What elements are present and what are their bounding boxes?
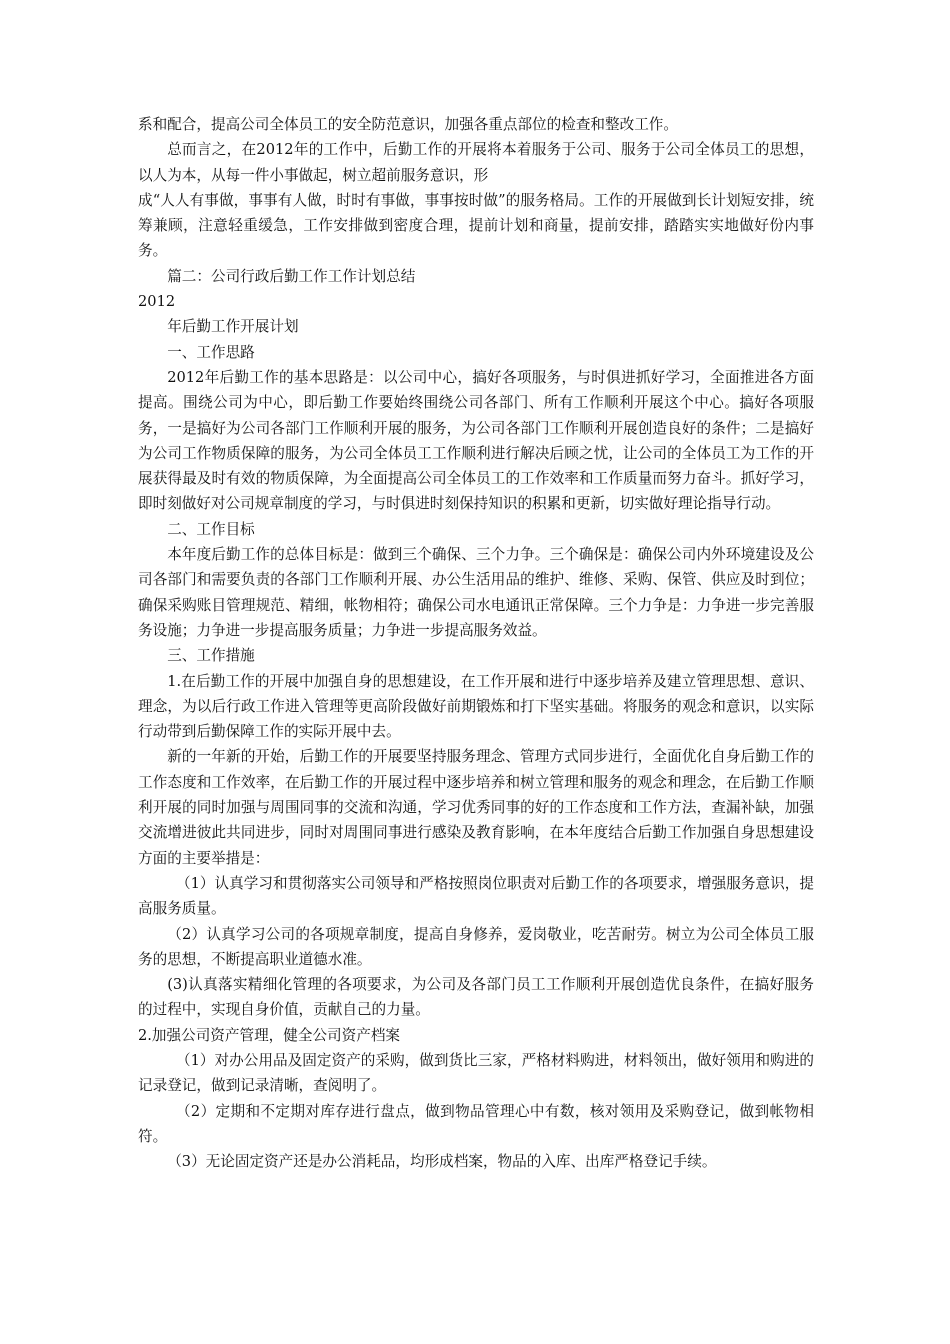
heading-work-goals: 二、工作目标 [167, 520, 255, 538]
list-item-1: （1）认真学习和贯彻落实公司领导和严格按照岗位职责对后勤工作的各项要求，增强服务意识，提高服务质量。 [138, 874, 814, 918]
asset-list-item-1: （1）对办公用品及固定资产的采购，做到货比三家，严格材料购进，材料领出，做好领用和购进的记录登记，做到记录清晰，查阅明了。 [138, 1051, 814, 1095]
asset-list-item-2: （2）定期和不定期对库存进行盘点，做到物品管理心中有数，核对领用及采购登记，做到帐物相符。 [138, 1102, 814, 1145]
paragraph-work-goals: 本年度后勤工作的总体目标是：做到三个确保、三个力争。三个确保是：确保公司内外环境建设及公司各部门和需要负责的各部门工作顺利开展、办公生活用品的维护、维修、采购、保管、供应及时到位；确保采购账目管理规范、精细，帐物相符；确保公司水电通讯正常保障。三个力争是：力争进一步完善服务设施；力争进一步提高服务质量；力争进一步提高服务效益。 [138, 546, 814, 639]
list-item-3: (3)认真落实精细化管理的各项要求，为公司及各部门员工工作顺利开展创造优良条件，在搞好服务的过程中，实现自身价值，贡献自己的力量。 [138, 976, 814, 1019]
year-label: 2012 [138, 293, 176, 311]
heading-work-approach: 一、工作思路 [167, 343, 255, 361]
heading-work-measures: 三、工作措施 [167, 647, 255, 665]
plan-title: 年后勤工作开展计划 [167, 318, 299, 336]
paragraph-summary-continued: 成“人人有事做，事事有人做，时时有事做，事事按时做”的服务格局。工作的开展做到长计划短安排，统筹兼顾，注意轻重缓急，工作安排做到密度合理，提前计划和商量，提前安排，踏踏实实地做好份内事务。 [138, 191, 814, 260]
paragraph-continuation: 系和配合，提高公司全体员工的安全防范意识，加强各重点部位的检查和整改工作。 [138, 116, 678, 133]
document-body [138, 112, 814, 1174]
paragraph-measure-1: 1.在后勤工作的开展中加强自身的思想建设，在工作开展和进行中逐步培养及建立管理思想、意识、理念，为以后行政工作进入管理等更高阶段做好前期锻炼和打下坚实基础。将服务的观念和意识，以实际行动带到后勤保障工作的实际开展中去。 [138, 672, 814, 741]
heading-asset-management: 2.加强公司资产管理，健全公司资产档案 [138, 1026, 401, 1044]
asset-list-item-3: （3）无论固定资产还是办公消耗品，均形成档案，物品的入库、出库严格登记手续。 [167, 1153, 717, 1171]
paragraph-work-approach: 2012年后勤工作的基本思路是：以公司中心，搞好各项服务，与时俱进抓好学习，全面推进各方面提高。围绕公司为中心，即后勤工作要始终围绕公司各部门、所有工作顺利开展这个中心。搞好各项服务，一是搞好为公司各部门工作顺利开展的服务，为公司各部门工作顺利开展创造良好的条件；二是搞好为公司工作物质保障的服务，为公司全体员工工作顺利进行解决后顾之忧，让公司的全体员工为工作的开展获得最及时有效的物质保障，为全面提高公司全体员工的工作效率和工作质量而努力奋斗。抓好学习，即时刻做好对公司规章制度的学习，与时俱进时刻保持知识的积累和更新，切实做好理论指导行动。 [138, 368, 814, 513]
paragraph-summary: 总而言之，在2012年的工作中，后勤工作的开展将本着服务于公司、服务于公司全体员工的思想，以人为本，从每一件小事做起，树立超前服务意识，形 [138, 141, 814, 184]
list-item-2: （2）认真学习公司的各项规章制度，提高自身修养，爱岗敬业，吃苦耐劳。树立为公司全体员工服务的思想，不断提高职业道德水准。 [138, 925, 814, 968]
paragraph-new-year: 新的一年新的开始，后勤工作的开展要坚持服务理念、管理方式同步进行，全面优化自身后勤工作的工作态度和工作效率，在后勤工作的开展过程中逐步培养和树立管理和服务的观念和理念，在后勤工作顺利开展的同时加强与周围同事的交流和沟通，学习优秀同事的好的工作态度和工作方法，查漏补缺，加强交流增进彼此共同进步，同时对周围同事进行感染及教育影响，在本年度结合后勤工作加强自身思想建设方面的主要举措是： [138, 748, 814, 867]
section-heading-part-two: 篇二：公司行政后勤工作工作计划总结 [167, 267, 416, 285]
